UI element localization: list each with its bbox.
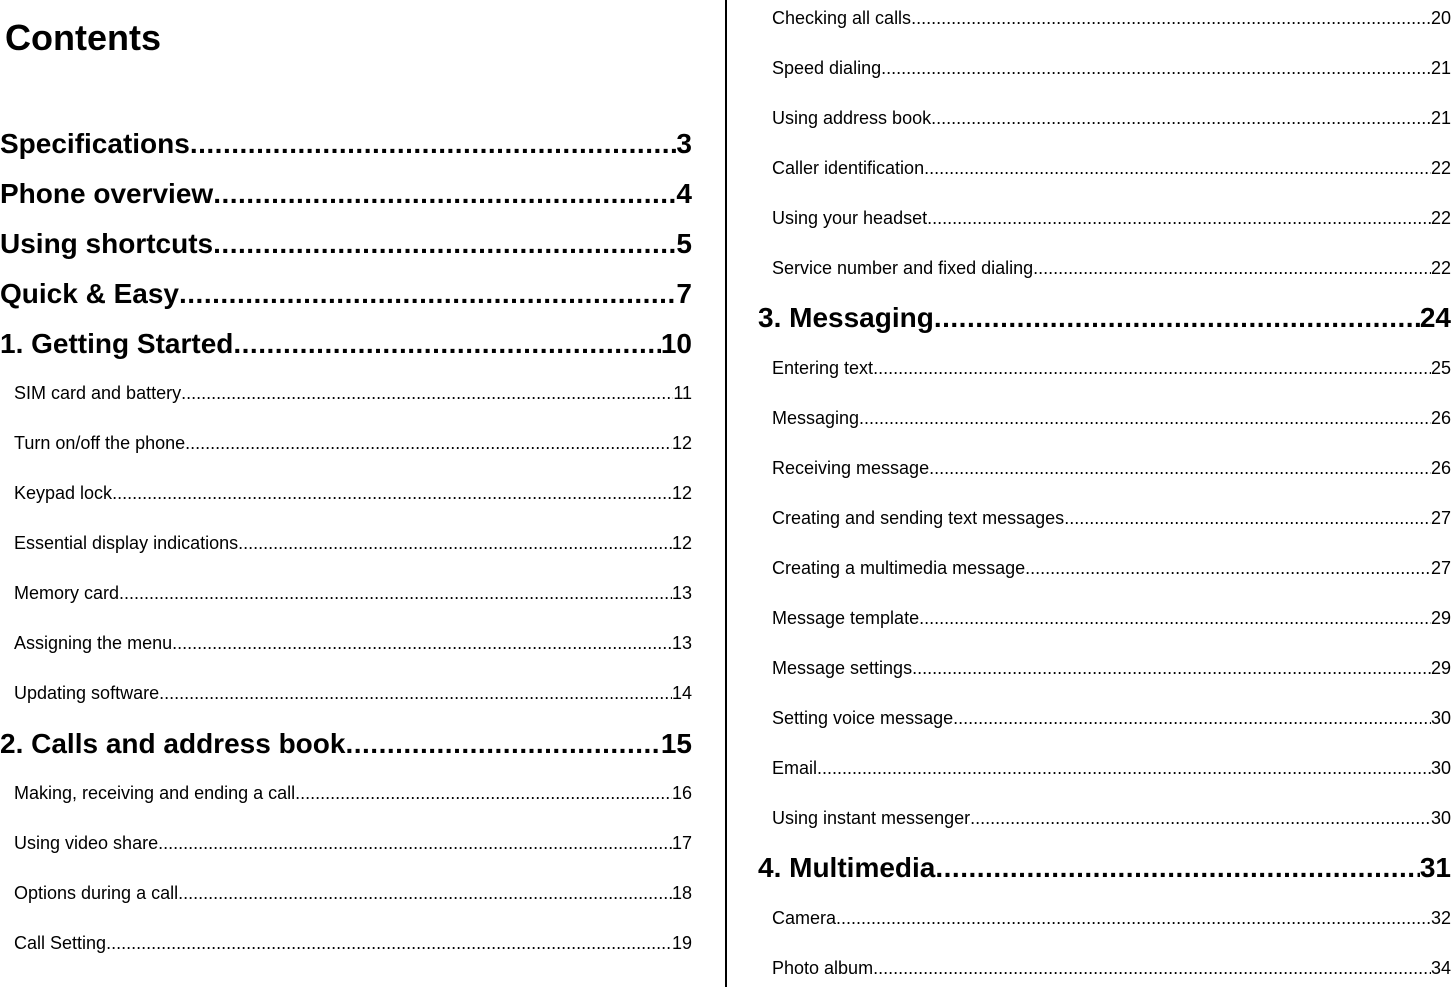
- toc-page-number: 19: [671, 933, 692, 953]
- toc-entry-label: Specifications: [0, 128, 190, 159]
- dot-leader: [953, 705, 1431, 731]
- toc-entry-label: Assigning the menu: [14, 633, 173, 653]
- toc-page-number: 15: [660, 728, 692, 759]
- toc-page-number: 29: [1430, 658, 1451, 678]
- toc-entry-label: Essential display indications: [14, 533, 239, 553]
- dot-leader: [970, 805, 1431, 831]
- toc-page-number: 22: [1430, 208, 1451, 228]
- toc-entry-label: Using shortcuts: [0, 228, 214, 259]
- toc-section-entry[interactable]: [758, 155, 1451, 181]
- toc-section-entry[interactable]: [758, 905, 1451, 931]
- toc-entry-label: Phone overview: [0, 178, 214, 209]
- dot-leader: [158, 830, 672, 856]
- toc-page-number: 30: [1430, 808, 1451, 828]
- toc-section-entry[interactable]: [758, 105, 1451, 131]
- toc-page-number: 27: [1430, 558, 1451, 578]
- dot-leader: [817, 755, 1431, 781]
- dot-leader: [190, 124, 677, 164]
- toc-page-number: 24: [1419, 302, 1451, 333]
- toc-chapter-entry[interactable]: [758, 848, 1451, 888]
- dot-leader: [213, 174, 676, 214]
- toc-chapter-entry[interactable]: [0, 224, 692, 264]
- toc-entry-label: Using instant messenger: [772, 808, 971, 828]
- toc-page-number: 32: [1430, 908, 1451, 928]
- toc-page-number: 14: [671, 683, 692, 703]
- toc-page-number: 31: [1419, 852, 1451, 883]
- toc-page-number: 13: [671, 583, 692, 603]
- toc-section-entry[interactable]: [0, 580, 692, 606]
- toc-entry-label: Options during a call: [14, 883, 179, 903]
- dot-leader: [1033, 255, 1431, 281]
- toc-section-entry[interactable]: [758, 755, 1451, 781]
- toc-chapter-entry[interactable]: [0, 724, 692, 764]
- toc-section-entry[interactable]: [0, 630, 692, 656]
- toc-section-entry[interactable]: [758, 655, 1451, 681]
- toc-entry-label: Using video share: [14, 833, 159, 853]
- toc-page-number: 4: [676, 178, 692, 209]
- dot-leader: [934, 298, 1420, 338]
- toc-page-number: 12: [671, 533, 692, 553]
- toc-section-entry[interactable]: [758, 255, 1451, 281]
- dot-leader: [181, 380, 673, 406]
- dot-leader: [233, 324, 660, 364]
- dot-leader: [1064, 505, 1431, 531]
- toc-section-entry[interactable]: [758, 455, 1451, 481]
- dot-leader: [178, 880, 672, 906]
- toc-entry-label: Quick & Easy: [0, 278, 179, 309]
- toc-page-number: 26: [1430, 408, 1451, 428]
- toc-page-number: 10: [660, 328, 692, 359]
- toc-section-entry[interactable]: [0, 430, 692, 456]
- dot-leader: [159, 680, 672, 706]
- column-divider: [725, 0, 727, 987]
- toc-page-number: 20: [1430, 8, 1451, 28]
- toc-page-number: 30: [1430, 758, 1451, 778]
- dot-leader: [1025, 555, 1431, 581]
- dot-leader: [345, 724, 660, 764]
- toc-entry-label: Photo album: [772, 958, 874, 978]
- toc-page-number: 29: [1430, 608, 1451, 628]
- dot-leader: [935, 848, 1419, 888]
- toc-page-number: 13: [671, 633, 692, 653]
- toc-section-entry[interactable]: [0, 930, 692, 956]
- toc-section-entry[interactable]: [758, 55, 1451, 81]
- page-title: Contents: [5, 17, 161, 58]
- toc-entry-label: Message settings: [772, 658, 913, 678]
- toc-page-number: 26: [1430, 458, 1451, 478]
- toc-chapter-entry[interactable]: [0, 124, 692, 164]
- toc-section-entry[interactable]: [758, 955, 1451, 981]
- dot-leader: [179, 274, 676, 314]
- toc-entry-label: 3. Messaging: [758, 302, 934, 333]
- dot-leader: [112, 480, 672, 506]
- toc-entry-label: Setting voice message: [772, 708, 954, 728]
- toc-entry-label: Receiving message: [772, 458, 930, 478]
- toc-section-entry[interactable]: [0, 380, 692, 406]
- toc-section-entry[interactable]: [0, 480, 692, 506]
- toc-page-number: 21: [1430, 108, 1451, 128]
- toc-entry-label: Messaging: [772, 408, 860, 428]
- toc-entry-label: Updating software: [14, 683, 160, 703]
- toc-entry-label: Caller identification: [772, 158, 925, 178]
- dot-leader: [931, 105, 1431, 131]
- toc-entry-label: Creating and sending text messages: [772, 508, 1065, 528]
- toc-entry-label: Email: [772, 758, 818, 778]
- toc-section-entry[interactable]: [758, 605, 1451, 631]
- toc-entry-label: Turn on/off the phone: [14, 433, 186, 453]
- toc-page-number: 5: [676, 228, 692, 259]
- toc-chapter-entry[interactable]: [0, 324, 692, 364]
- dot-leader: [836, 905, 1431, 931]
- dot-leader: [873, 955, 1431, 981]
- toc-entry-label: Using address book: [772, 108, 932, 128]
- toc-page-number: 22: [1430, 158, 1451, 178]
- dot-leader: [924, 155, 1431, 181]
- toc-page-number: 27: [1430, 508, 1451, 528]
- toc-entry-label: Service number and fixed dialing: [772, 258, 1034, 278]
- toc-entry-label: Entering text: [772, 358, 874, 378]
- toc-section-entry[interactable]: [758, 405, 1451, 431]
- toc-page-number: 25: [1430, 358, 1451, 378]
- toc-page-number: 16: [671, 783, 692, 803]
- toc-page-number: 7: [676, 278, 692, 309]
- toc-entry-label: Speed dialing: [772, 58, 882, 78]
- dot-leader: [927, 205, 1431, 231]
- toc-entry-label: Making, receiving and ending a call: [14, 783, 296, 803]
- toc-entry-label: Using your headset: [772, 208, 928, 228]
- toc-page-number: 22: [1430, 258, 1451, 278]
- toc-section-entry[interactable]: [0, 780, 692, 806]
- toc-page-number: 12: [671, 483, 692, 503]
- dot-leader: [912, 655, 1431, 681]
- toc-section-entry[interactable]: [0, 680, 692, 706]
- toc-section-entry[interactable]: [758, 805, 1451, 831]
- toc-entry-label: 4. Multimedia: [758, 852, 936, 883]
- dot-leader: [172, 630, 672, 656]
- toc-page-number: 11: [673, 383, 692, 403]
- toc-page-number: 34: [1430, 958, 1451, 978]
- toc-section-entry[interactable]: [0, 880, 692, 906]
- toc-entry-label: 1. Getting Started: [0, 328, 234, 359]
- toc-entry-label: Checking all calls: [772, 8, 912, 28]
- dot-leader: [119, 580, 672, 606]
- toc-section-entry[interactable]: [0, 530, 692, 556]
- toc-section-entry[interactable]: [758, 5, 1451, 31]
- dot-leader: [106, 930, 672, 956]
- toc-section-entry[interactable]: [758, 505, 1451, 531]
- dot-leader: [929, 455, 1431, 481]
- toc-section-entry[interactable]: [758, 205, 1451, 231]
- dot-leader: [919, 605, 1431, 631]
- toc-section-entry[interactable]: [758, 555, 1451, 581]
- dot-leader: [911, 5, 1431, 31]
- toc-page-number: 21: [1430, 58, 1451, 78]
- toc-entry-label: Call Setting: [14, 933, 107, 953]
- toc-page-number: 18: [671, 883, 692, 903]
- toc-entry-label: 2. Calls and address book: [0, 728, 346, 759]
- toc-entry-label: SIM card and battery: [14, 383, 182, 403]
- dot-leader: [859, 405, 1431, 431]
- dot-leader: [185, 430, 672, 456]
- toc-page-number: 30: [1430, 708, 1451, 728]
- toc-entry-label: Memory card: [14, 583, 120, 603]
- toc-page-number: 17: [671, 833, 692, 853]
- dot-leader: [873, 355, 1431, 381]
- dot-leader: [213, 224, 676, 264]
- dot-leader: [295, 780, 672, 806]
- toc-entry-label: Camera: [772, 908, 837, 928]
- toc-section-entry[interactable]: [758, 355, 1451, 381]
- toc-entry-label: Message template: [772, 608, 920, 628]
- toc-page-number: 12: [671, 433, 692, 453]
- toc-section-entry[interactable]: [758, 705, 1451, 731]
- toc-section-entry[interactable]: [0, 830, 692, 856]
- dot-leader: [238, 530, 672, 556]
- toc-chapter-entry[interactable]: [0, 174, 692, 214]
- toc-chapter-entry[interactable]: [758, 298, 1451, 338]
- toc-entry-label: Keypad lock: [14, 483, 113, 503]
- dot-leader: [881, 55, 1431, 81]
- toc-page-number: 3: [676, 128, 692, 159]
- toc-entry-label: Creating a multimedia message: [772, 558, 1026, 578]
- toc-chapter-entry[interactable]: [0, 274, 692, 314]
